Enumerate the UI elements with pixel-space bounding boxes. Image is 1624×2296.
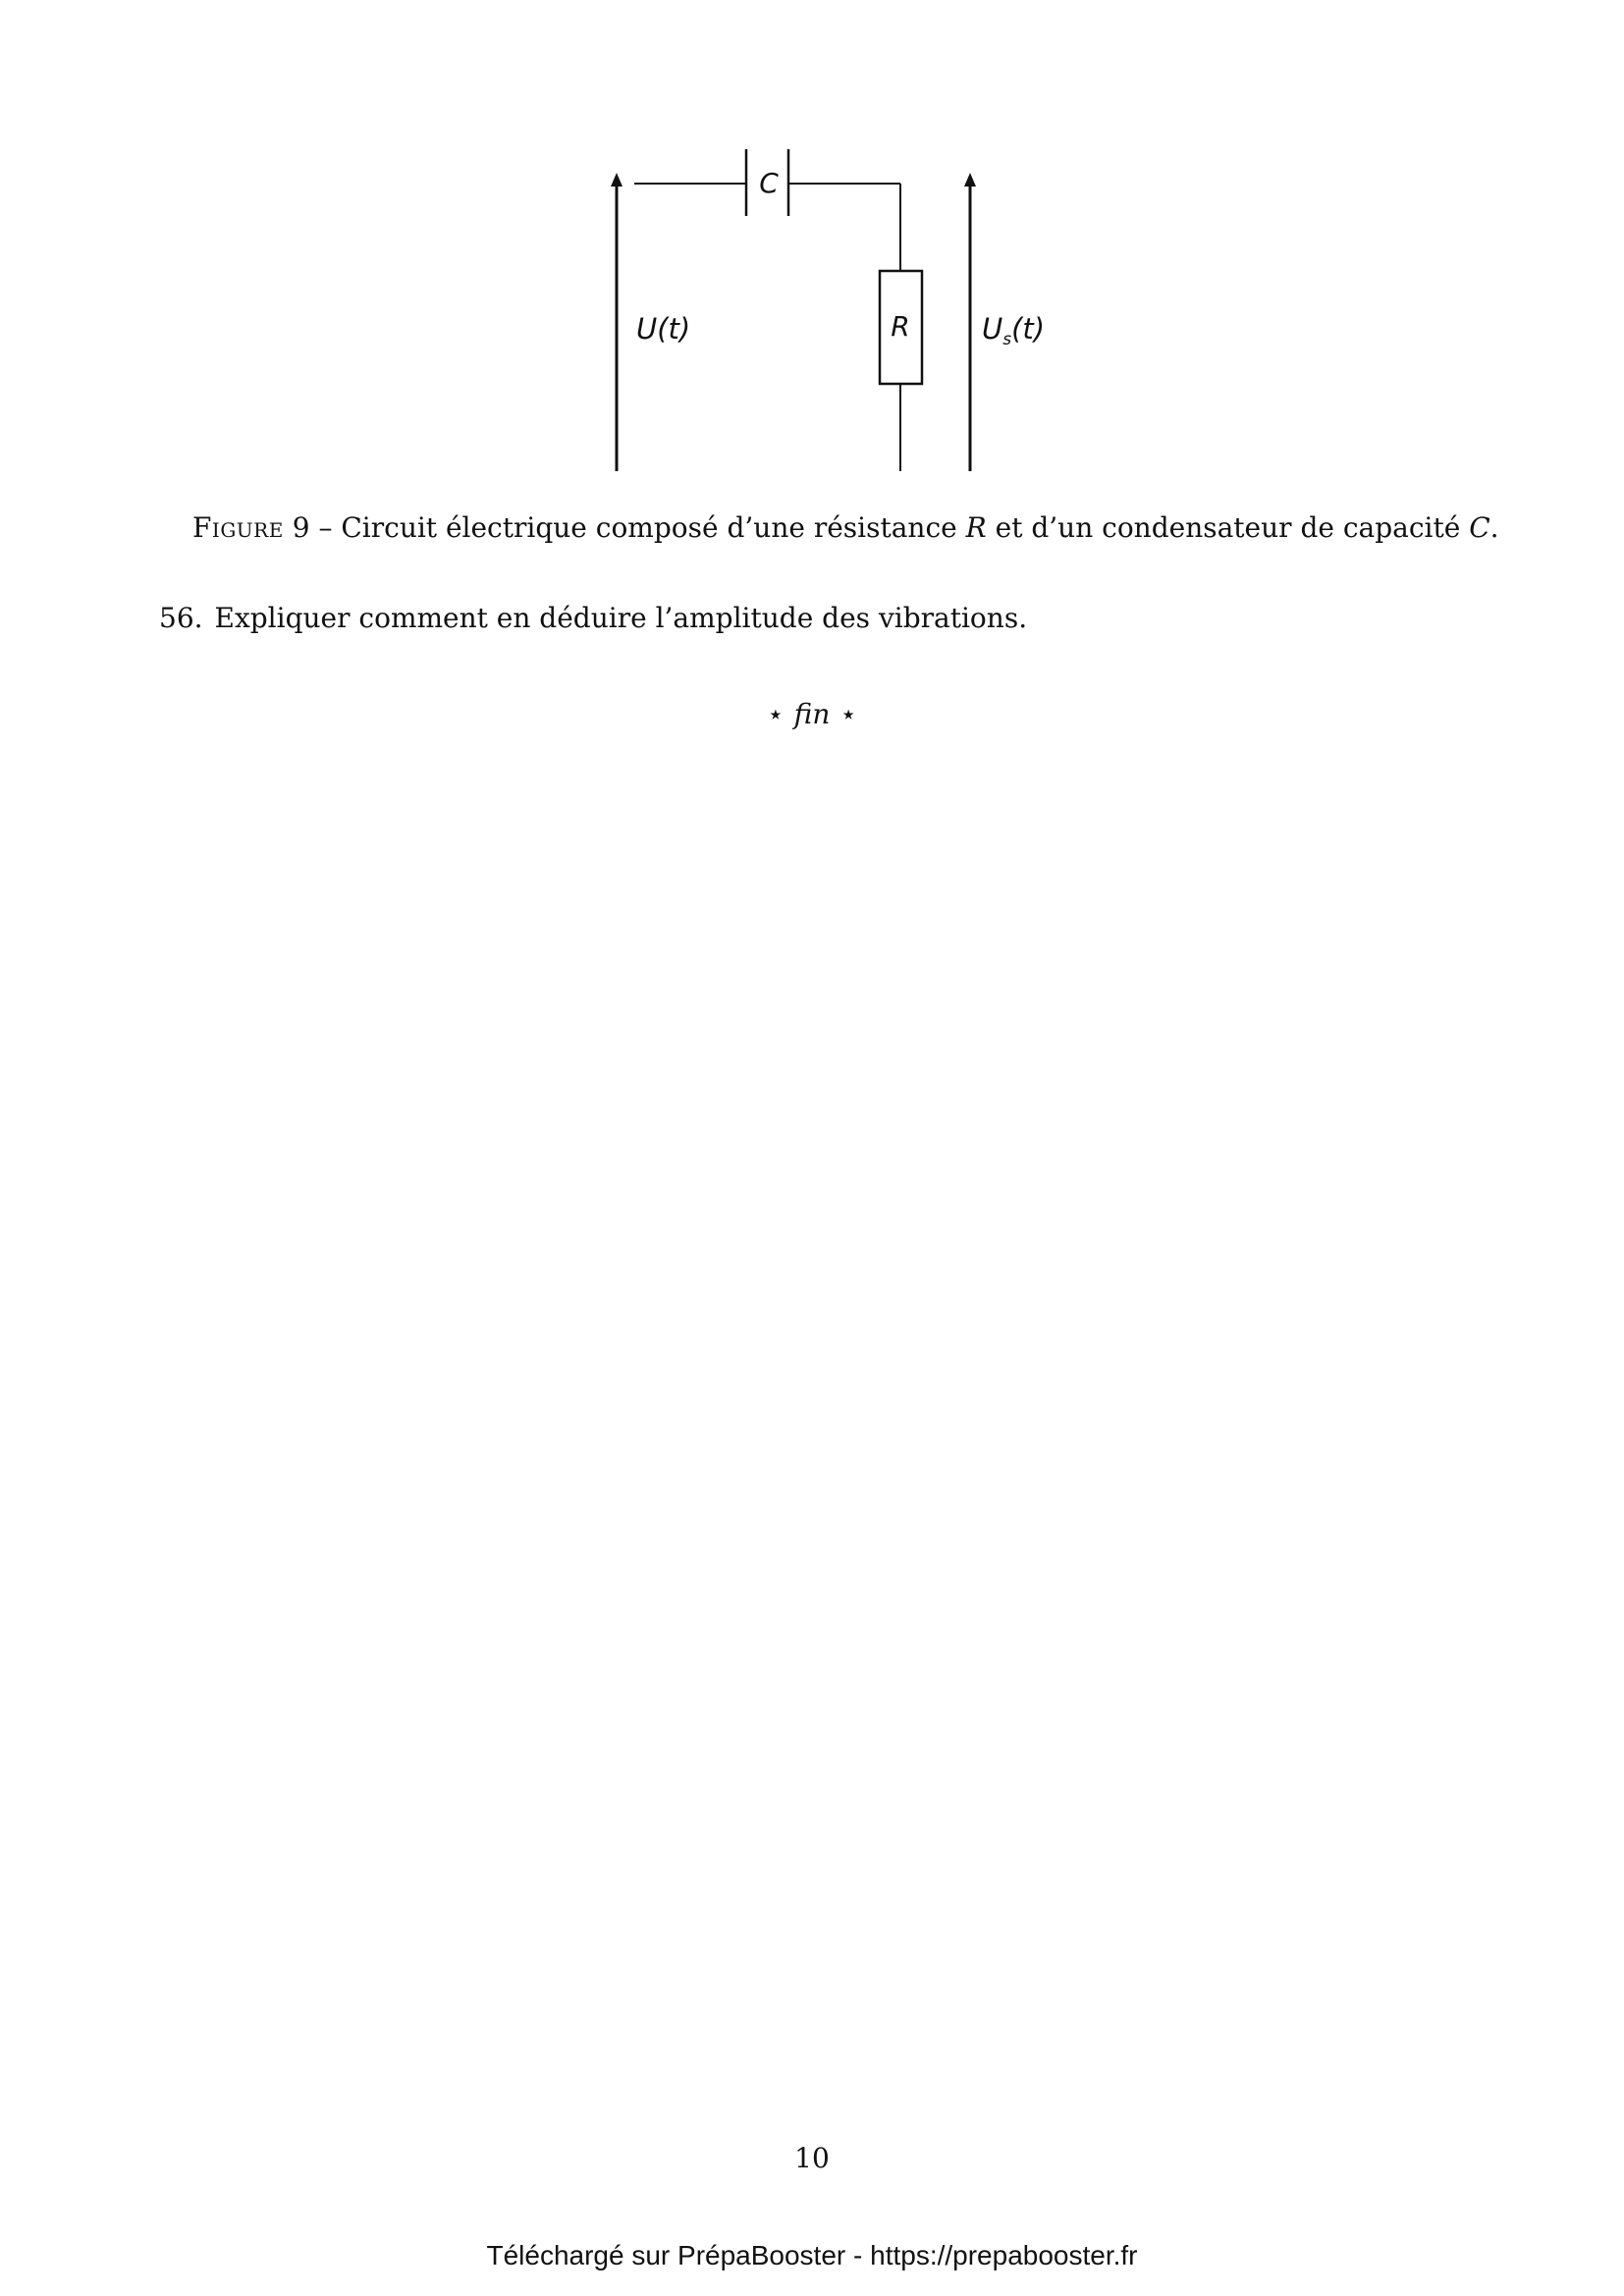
question-number: 56. <box>159 602 203 634</box>
question-text: Expliquer comment en déduire l’amplitude des vibrations. <box>214 602 1028 634</box>
figure-caption <box>192 510 1499 546</box>
resistor-label: R <box>891 310 910 343</box>
download-footer: Téléchargé sur PrépaBooster - https://prepabooster.fr <box>486 2240 1138 2270</box>
output-voltage-arrowhead <box>964 173 976 187</box>
caption-figure-number: 9 <box>292 511 310 544</box>
star-right-icon: ⋆ <box>839 698 857 730</box>
question-56 <box>159 601 1027 636</box>
input-voltage-arrowhead <box>611 173 623 187</box>
caption-separator: – <box>318 511 333 544</box>
caption-capacitance-symbol: C <box>1469 511 1490 544</box>
caption-end-punct: . <box>1489 511 1499 544</box>
end-word: fin <box>793 698 831 730</box>
capacitor-label: C <box>759 167 779 199</box>
page-number: 10 <box>794 2142 830 2174</box>
caption-figure-word: Figure <box>192 511 284 544</box>
caption-resistance-symbol: R <box>965 511 987 544</box>
star-left-icon: ⋆ <box>767 698 785 730</box>
circuit-figure <box>589 137 1060 481</box>
input-voltage-label: U(t) <box>636 312 691 346</box>
output-voltage-label: $U_s(t)$ <box>982 312 1046 349</box>
caption-text-part2: et d’un condensateur de capacité <box>995 511 1461 544</box>
end-marker <box>0 697 1624 732</box>
caption-text-part1: Circuit électrique composé d’une résistance <box>341 511 957 544</box>
circuit-diagram <box>589 137 1060 481</box>
